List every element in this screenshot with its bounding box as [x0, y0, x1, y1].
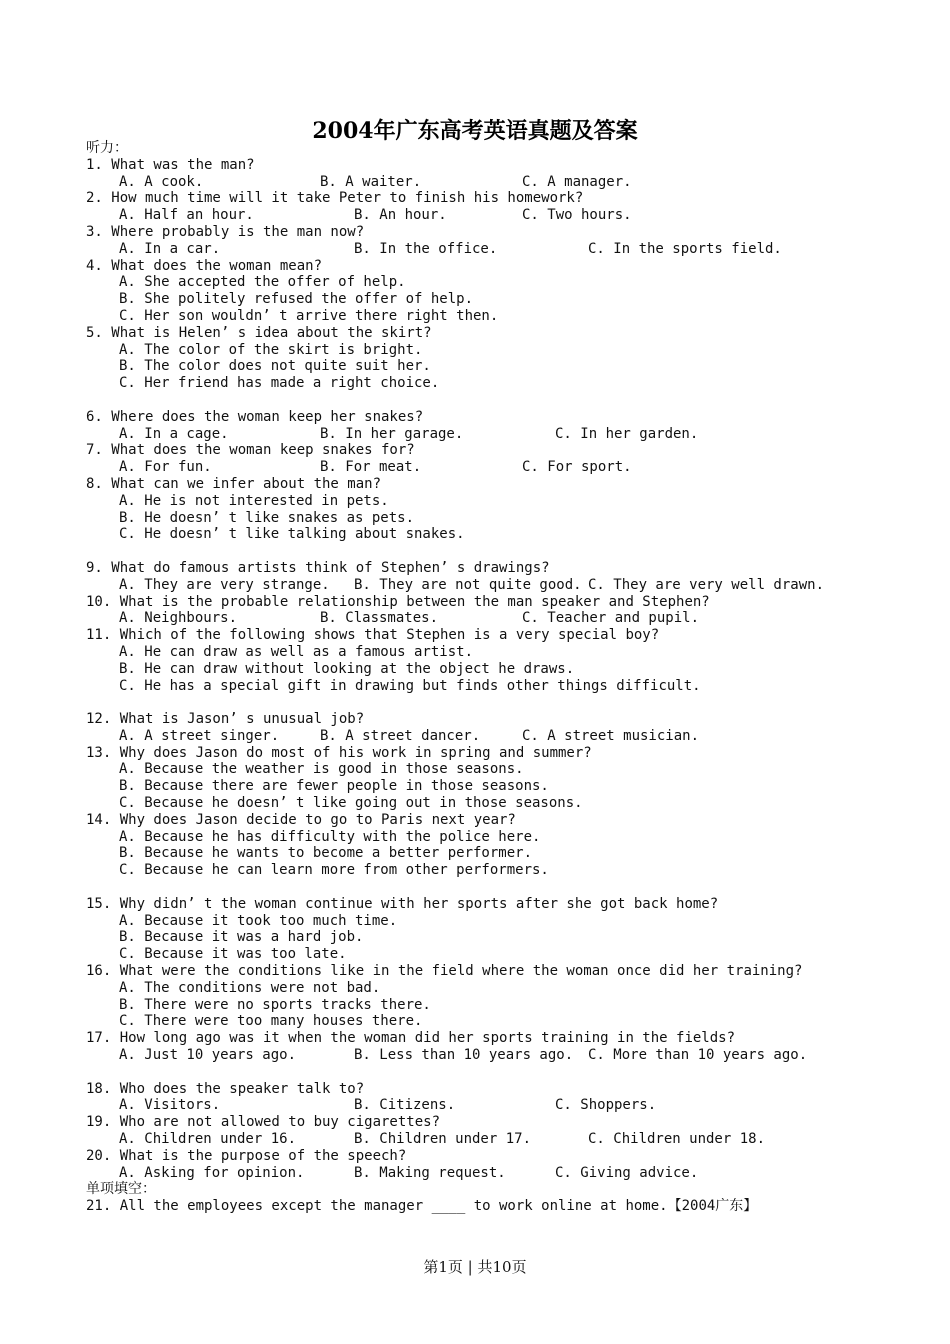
- option-b: B. Less than 10 years ago.: [354, 1047, 574, 1064]
- option-c: C. Because he doesn’ t like going out in those seasons.: [119, 795, 583, 812]
- question-stem: 8. What can we infer about the man?: [86, 475, 382, 492]
- option-c: C. Children under 18.: [588, 1131, 766, 1148]
- option-c: C. Shoppers.: [555, 1097, 657, 1114]
- question-options-row: [86, 207, 936, 224]
- question-stem: 9. What do famous artists think of Stephen’ s drawings?: [86, 559, 550, 576]
- question-stem: 15. Why didn’ t the woman continue with her sports after she got back home?: [86, 895, 719, 912]
- option-c: C. In her garden.: [555, 425, 699, 442]
- option-a: A. In a car.: [119, 240, 221, 257]
- option-b: B. Because there are fewer people in those seasons.: [119, 778, 549, 795]
- option-c: C. Her son wouldn’ t arrive there right then.: [119, 307, 499, 324]
- option-a: A. Because it took too much time.: [119, 912, 398, 929]
- option-c: C. Because he can learn more from other performers.: [119, 862, 549, 879]
- option-a: A. Because the weather is good in those seasons.: [119, 761, 524, 778]
- option-a: A. Because he has difficulty with the police here.: [119, 828, 541, 845]
- question-options-row: [86, 459, 936, 476]
- option-c: C. Because it was too late.: [119, 946, 347, 963]
- question-options-row: [86, 1131, 936, 1148]
- question-options-row: [86, 728, 936, 745]
- question-options-row: [86, 577, 936, 594]
- question-stem: 11. Which of the following shows that Stephen is a very special boy?: [86, 627, 660, 644]
- page-footer: 第1页 | 共10页: [423, 1258, 527, 1276]
- question-stem: 1. What was the man?: [86, 156, 255, 173]
- option-b: B. She politely refused the offer of help.: [119, 291, 474, 308]
- question-options-row: [86, 174, 936, 191]
- option-b: B. He can draw without looking at the object he draws.: [119, 660, 575, 677]
- option-a: A. Children under 16.: [119, 1131, 297, 1148]
- option-a: A. Asking for opinion.: [119, 1164, 305, 1181]
- option-a: A. For fun.: [119, 459, 212, 476]
- document-body: [86, 140, 936, 1215]
- question-stem: 7. What does the woman keep snakes for?: [86, 442, 415, 459]
- option-b: B. A waiter.: [320, 173, 422, 190]
- option-a: A. The color of the skirt is bright.: [119, 341, 423, 358]
- spacer: [86, 879, 936, 896]
- option-b: B. Because it was a hard job.: [119, 929, 364, 946]
- option-b: B. Classmates.: [320, 610, 439, 627]
- option-c: C. In the sports field.: [588, 240, 782, 257]
- question-options-row: [86, 1097, 936, 1114]
- spacer: [86, 1064, 936, 1081]
- option-b: B. In the office.: [354, 240, 498, 257]
- spacer: [86, 694, 936, 711]
- document-title: 2004年广东高考英语真题及答案: [312, 118, 638, 144]
- option-b: B. Because he wants to become a better performer.: [119, 845, 533, 862]
- option-a: A. They are very strange.: [119, 576, 330, 593]
- question-options-row: [86, 1047, 936, 1064]
- option-c: C. For sport.: [522, 459, 632, 476]
- question-stem: 5. What is Helen’ s idea about the skirt?: [86, 324, 432, 341]
- option-a: A. The conditions were not bad.: [119, 979, 381, 996]
- option-b: B. For meat.: [320, 459, 422, 476]
- option-b: B. An hour.: [354, 207, 447, 224]
- option-c: C. A manager.: [522, 173, 632, 190]
- option-a: A. He is not interested in pets.: [119, 492, 389, 509]
- option-b: B. A street dancer.: [320, 727, 481, 744]
- question-stem: 4. What does the woman mean?: [86, 257, 323, 274]
- question-options-row: [86, 1165, 936, 1182]
- option-a: A. Half an hour.: [119, 207, 254, 224]
- option-c: C. Two hours.: [522, 207, 632, 224]
- question-stem: 16. What were the conditions like in the field where the woman once did her training?: [86, 963, 803, 980]
- option-b: B. There were no sports tracks there.: [119, 996, 431, 1013]
- spacer: [86, 543, 936, 560]
- section-heading-listening: 听力：: [86, 140, 128, 156]
- option-a: A. Visitors.: [119, 1097, 221, 1114]
- question-stem: 10. What is the probable relationship between the man speaker and Stephen?: [86, 593, 710, 610]
- option-a: A. He can draw as well as a famous artist.: [119, 643, 474, 660]
- option-a: A. In a cage.: [119, 425, 229, 442]
- option-b: B. In her garage.: [320, 425, 464, 442]
- option-b: B. He doesn’ t like snakes as pets.: [119, 509, 415, 526]
- option-a: A. A cook.: [119, 173, 204, 190]
- option-a: A. Neighbours.: [119, 610, 238, 627]
- question-stem: 6. Where does the woman keep her snakes?: [86, 408, 424, 425]
- option-b: B. Children under 17.: [354, 1131, 532, 1148]
- option-b: B. The color does not quite suit her.: [119, 358, 431, 375]
- question-stem: 3. Where probably is the man now?: [86, 223, 365, 240]
- option-b: B. Making request.: [354, 1164, 506, 1181]
- question-options-row: [86, 426, 936, 443]
- option-c: C. Teacher and pupil.: [522, 610, 700, 627]
- option-c: C. He doesn’ t like talking about snakes.: [119, 526, 465, 543]
- question-stem: 12. What is Jason’ s unusual job?: [86, 711, 365, 728]
- option-c: C. More than 10 years ago.: [588, 1047, 808, 1064]
- question-stem: 19. Who are not allowed to buy cigarettes?: [86, 1114, 441, 1131]
- section-heading-single-choice: 单项填空：: [86, 1181, 156, 1198]
- question-options-row: [86, 241, 936, 258]
- option-a: A. Just 10 years ago.: [119, 1047, 297, 1064]
- option-c: C. Giving advice.: [555, 1164, 699, 1181]
- question-stem: 18. Who does the speaker talk to?: [86, 1080, 365, 1097]
- question-stem: 20. What is the purpose of the speech?: [86, 1147, 407, 1164]
- question-options-row: [86, 610, 936, 627]
- option-a: A. She accepted the offer of help.: [119, 274, 406, 291]
- question-stem: 21. All the employees except the manager ____ to work online at home.【2004广东】: [86, 1198, 758, 1215]
- question-stem: 14. Why does Jason decide to go to Paris next year?: [86, 811, 516, 828]
- option-a: A. A street singer.: [119, 727, 280, 744]
- option-c: C. A street musician.: [522, 727, 700, 744]
- question-stem: 2. How much time will it take Peter to finish his homework?: [86, 190, 584, 207]
- option-c: C. Her friend has made a right choice.: [119, 375, 440, 392]
- option-b: B. Citizens.: [354, 1097, 456, 1114]
- question-stem: 13. Why does Jason do most of his work in spring and summer?: [86, 744, 592, 761]
- question-stem: 17. How long ago was it when the woman did her sports training in the fields?: [86, 1030, 736, 1047]
- option-c: C. They are very well drawn.: [588, 576, 825, 593]
- option-b: B. They are not quite good.: [354, 576, 582, 593]
- spacer: [86, 392, 936, 409]
- option-c: C. He has a special gift in drawing but finds other things difficult.: [119, 677, 701, 694]
- option-c: C. There were too many houses there.: [119, 1013, 423, 1030]
